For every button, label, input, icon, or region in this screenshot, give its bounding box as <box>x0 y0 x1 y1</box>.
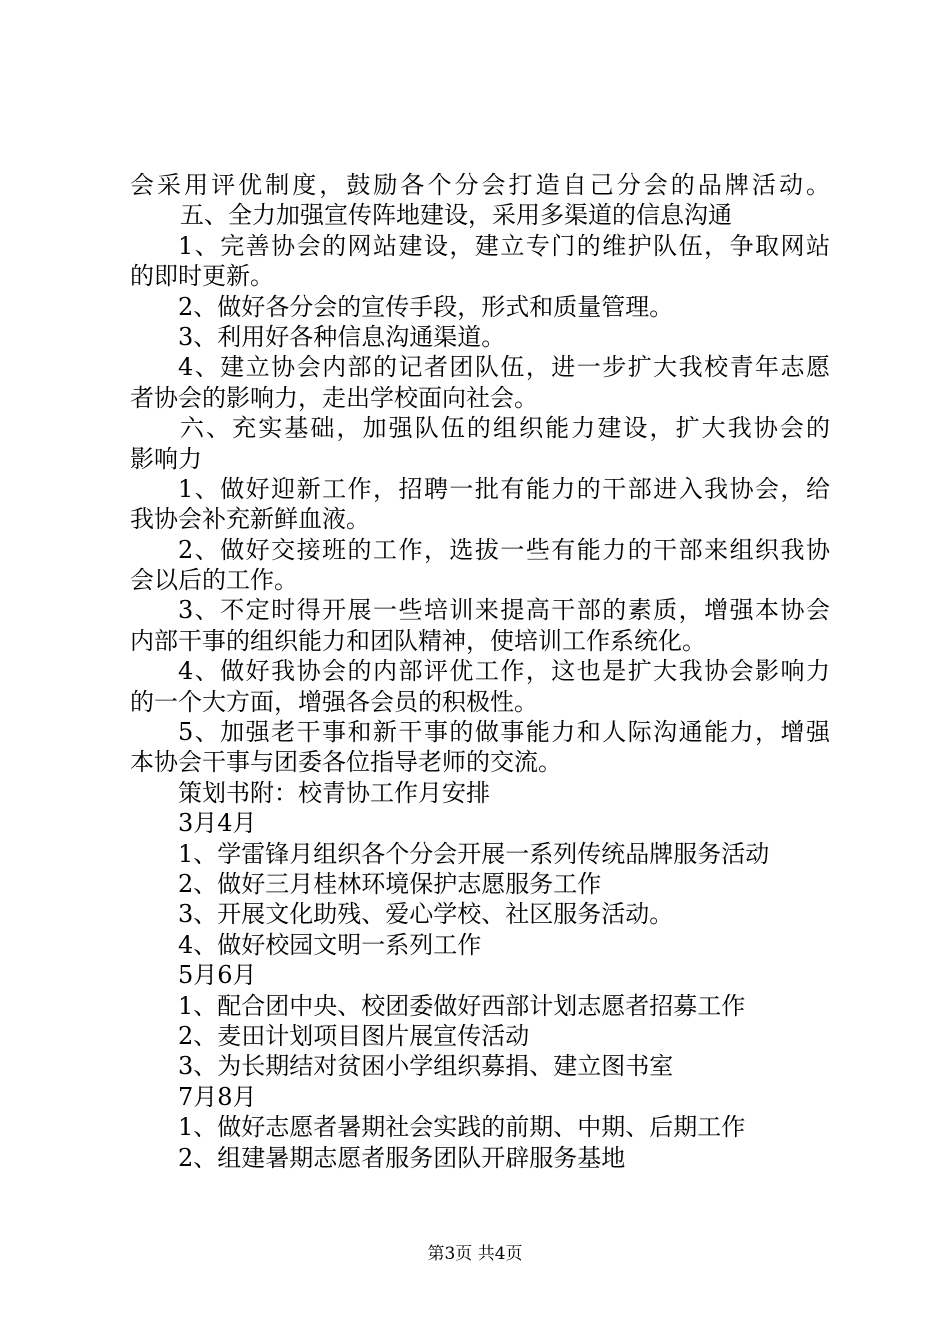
list-item: 3、为长期结对贫困小学组织募捐、建立图书室 <box>178 1052 674 1081</box>
paragraph-line: 3、不定时得开展一些培训来提高干部的素质，增强本协会 <box>178 596 830 625</box>
paragraph-line: 会采用评优制度，鼓励各个分会打造自己分会的品牌活动。 <box>130 171 830 199</box>
paragraph-line: 4、做好我协会的内部评优工作，这也是扩大我协会影响力 <box>178 657 830 686</box>
list-item: 1、学雷锋月组织各个分会开展一系列传统品牌服务活动 <box>178 839 770 868</box>
paragraph-line: 4、建立协会内部的记者团队伍，进一步扩大我校青年志愿 <box>178 353 830 382</box>
list-item: 3、开展文化助残、爱心学校、社区服务活动。 <box>178 900 674 929</box>
paragraph-line: 会以后的工作。 <box>130 566 298 595</box>
paragraph-line: 者协会的影响力，走出学校面向社会。 <box>130 383 538 412</box>
month-heading: 7月8月 <box>178 1082 257 1111</box>
paragraph-line: 3、利用好各种信息沟通渠道。 <box>178 322 506 351</box>
list-item: 2、组建暑期志愿者服务团队开辟服务基地 <box>178 1143 626 1172</box>
list-item: 1、做好志愿者暑期社会实践的前期、中期、后期工作 <box>178 1113 746 1142</box>
list-item: 4、做好校园文明一系列工作 <box>178 930 482 959</box>
paragraph-line: 5、加强老干事和新干事的做事能力和人际沟通能力，增强 <box>178 718 830 747</box>
list-item: 1、配合团中央、校团委做好西部计划志愿者招募工作 <box>178 991 746 1020</box>
section-heading: 六、充实基础，加强队伍的组织能力建设，扩大我协会的 <box>180 414 830 443</box>
paragraph-line: 内部干事的组织能力和团队精神，使培训工作系统化。 <box>130 626 706 655</box>
paragraph-line: 1、完善协会的网站建设，建立专门的维护队伍，争取网站 <box>178 231 830 260</box>
paragraph-line: 的一个大方面，增强各会员的积极性。 <box>130 687 538 716</box>
month-heading: 3月4月 <box>178 809 257 838</box>
list-item: 2、做好三月桂林环境保护志愿服务工作 <box>178 869 602 898</box>
section-heading: 影响力 <box>130 444 202 473</box>
list-item: 2、麦田计划项目图片展宣传活动 <box>178 1021 530 1050</box>
document-body <box>130 170 830 1173</box>
paragraph-line: 1、做好迎新工作，招聘一批有能力的干部进入我协会，给 <box>178 474 830 503</box>
month-heading: 5月6月 <box>178 961 257 990</box>
paragraph-line: 我协会补充新鲜血液。 <box>130 505 370 534</box>
section-heading: 五、全力加强宣传阵地建设，采用多渠道的信息沟通 <box>180 201 732 230</box>
paragraph-line: 本协会干事与团委各位指导老师的交流。 <box>130 748 562 777</box>
paragraph-line: 的即时更新。 <box>130 262 274 291</box>
paragraph-line: 2、做好各分会的宣传手段，形式和质量管理。 <box>178 292 674 321</box>
paragraph-line: 2、做好交接班的工作，选拔一些有能力的干部来组织我协 <box>178 535 830 564</box>
appendix-heading: 策划书附：校青协工作月安排 <box>178 778 490 807</box>
page-number-footer: 第3页 共4页 <box>427 1244 523 1264</box>
